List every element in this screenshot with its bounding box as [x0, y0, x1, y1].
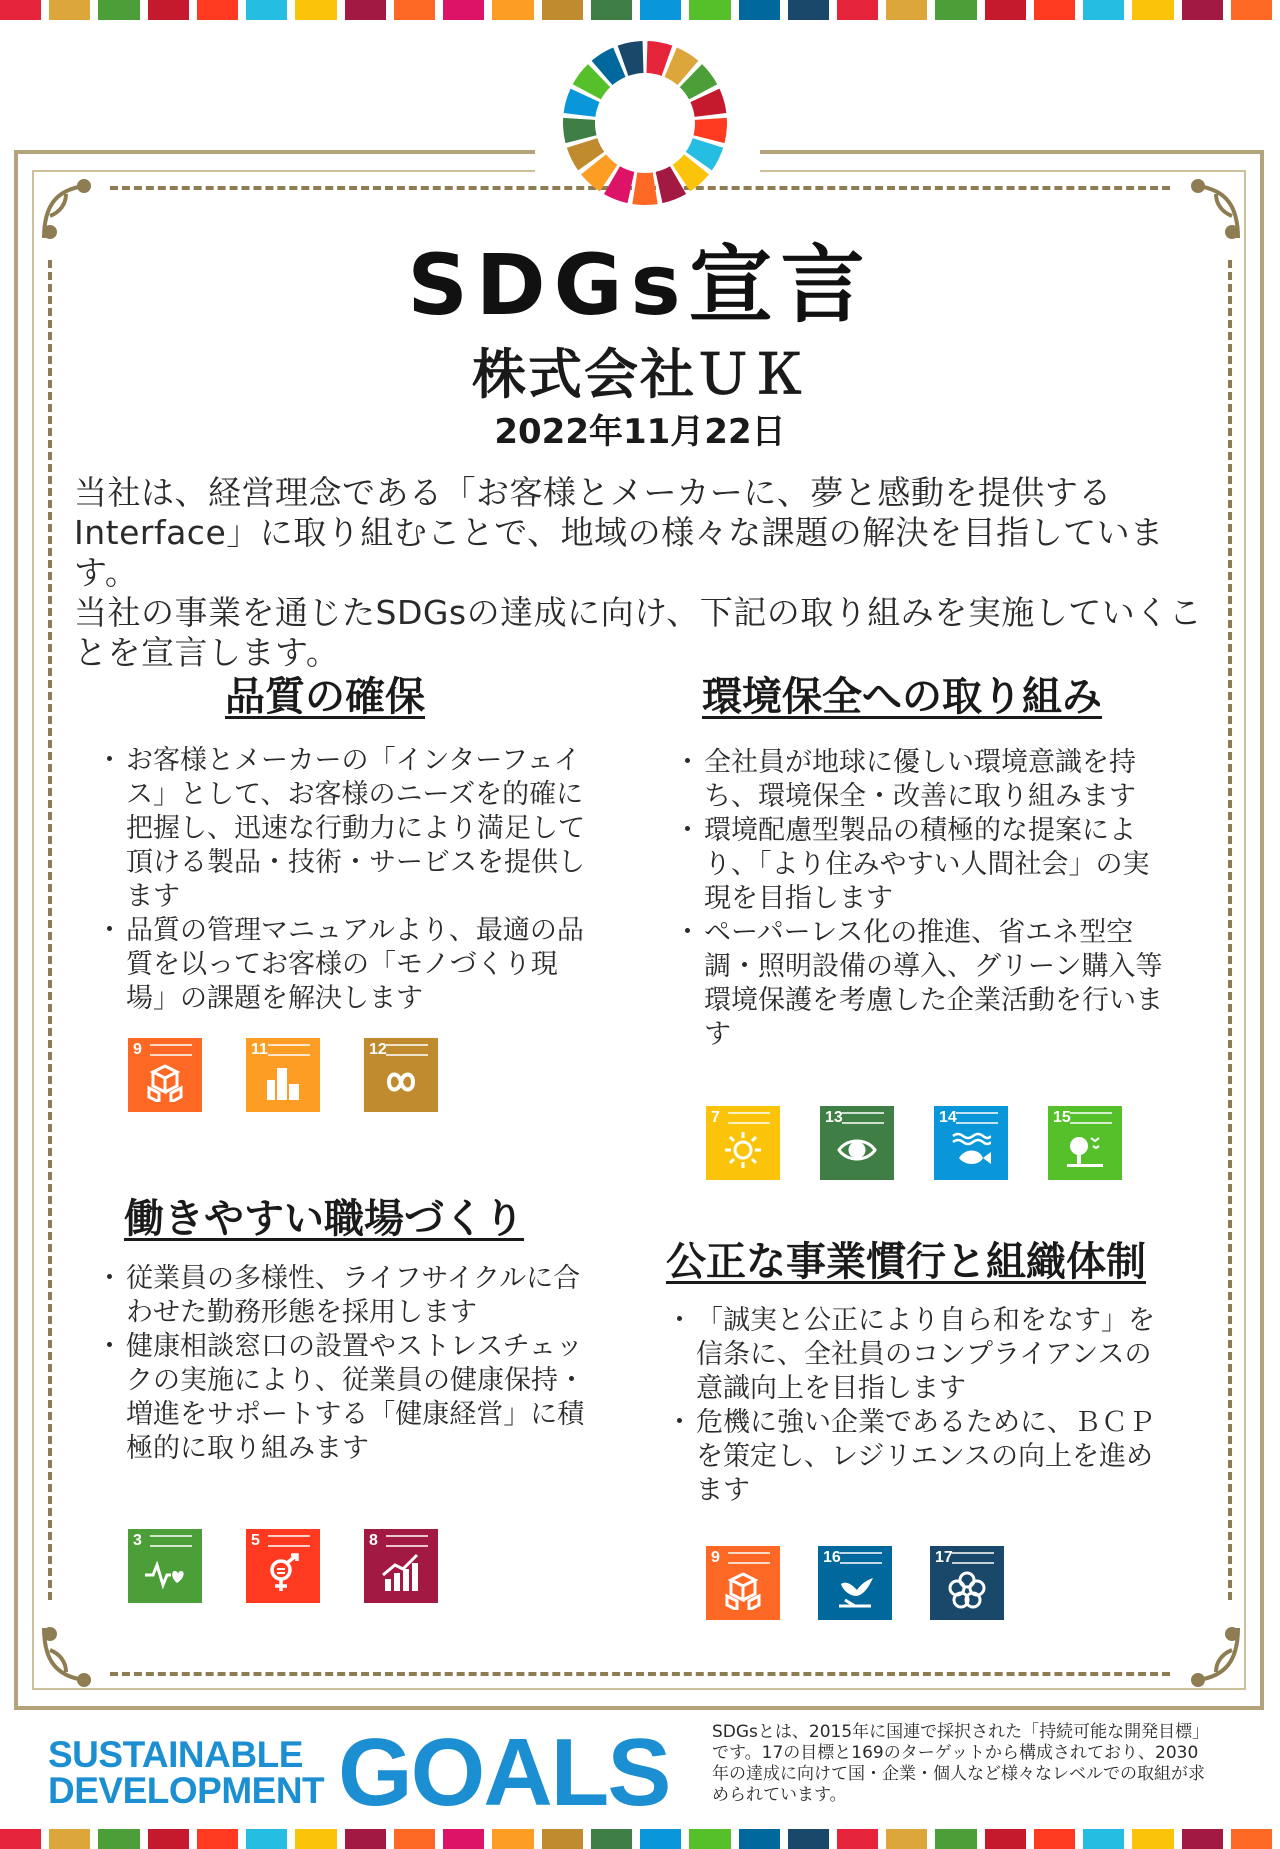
goal-number: 11: [251, 1041, 268, 1058]
stripe-segment: [739, 0, 780, 20]
goal-caption-lines: [150, 1535, 192, 1547]
sdg-goal-3-heartbeat-icon: [128, 1529, 202, 1603]
intro-paragraph: [74, 473, 1224, 673]
section-environment: [702, 665, 1102, 722]
stripe-segment: [1231, 1829, 1272, 1849]
stripe-segment: [148, 0, 189, 20]
sdg-goal-13-eye-globe-icon: [820, 1106, 894, 1180]
city-buildings-icon: [263, 1062, 303, 1102]
sun-power-icon: [723, 1130, 763, 1170]
stripe-segment: [689, 1829, 730, 1849]
stripe-segment: [985, 1829, 1026, 1849]
stripe-segment: [1231, 0, 1272, 20]
partnership-ring-icon: [947, 1570, 987, 1610]
stripe-segment: [689, 0, 730, 20]
logo-word-sustainable: SUSTAINABLE: [48, 1734, 303, 1775]
stripe-segment: [98, 1829, 139, 1849]
goal-number: 12: [369, 1041, 387, 1058]
fair-practices-goal-icons: [706, 1546, 1004, 1620]
stripe-segment: [443, 0, 484, 20]
growth-chart-icon: [381, 1553, 421, 1593]
goal-caption-lines: [268, 1535, 310, 1547]
stripe-segment: [443, 1829, 484, 1849]
stripe-segment: [492, 1829, 533, 1849]
goal-caption-lines: [1070, 1112, 1112, 1124]
frame-right-border: [1228, 260, 1232, 1600]
stripe-segment: [739, 1829, 780, 1849]
stripe-segment: [148, 1829, 189, 1849]
fair-practices-bullets: [672, 1304, 1162, 1508]
list-item: ・ 従業員の多様性、ライフサイクルに合わせた勤務形態を採用します: [102, 1262, 592, 1330]
stripe-segment: [197, 1829, 238, 1849]
goal-number: 9: [711, 1549, 720, 1566]
stripe-segment: [886, 0, 927, 20]
environment-goal-icons: [706, 1106, 1122, 1180]
list-item: ・ 全社員が地球に優しい環境意識を持ち、環境保全・改善に取り組みます: [680, 746, 1170, 814]
goal-caption-lines: [840, 1552, 882, 1564]
section-quality: [225, 665, 425, 722]
stripe-segment: [1083, 1829, 1124, 1849]
sdg-goal-9-industry-cubes-icon: [706, 1546, 780, 1620]
section-title: 公正な事業慣行と組織体制: [666, 1239, 1146, 1285]
workplace-goal-icons: [128, 1529, 438, 1603]
stripe-segment: [837, 0, 878, 20]
section-fair-practices: [666, 1230, 1146, 1287]
bottom-color-stripe: [0, 1829, 1280, 1849]
section-title: 品質の確保: [225, 674, 425, 720]
stripe-segment: [837, 1829, 878, 1849]
ornament-bottom-left-icon: [36, 1620, 106, 1690]
stripe-segment: [542, 0, 583, 20]
industry-cubes-icon: [723, 1570, 763, 1610]
sdg-goal-15-tree-birds-icon: [1048, 1106, 1122, 1180]
wheel-segment: [563, 118, 597, 143]
list-item: ・ お客様とメーカーの「インターフェイス」として、お客様のニーズを的確に把握し、迅速な行動力により満足して頂ける製品・技術・サービスを提供します: [102, 744, 592, 914]
goal-caption-lines: [956, 1112, 998, 1124]
goal-number: 17: [935, 1549, 953, 1566]
list-item: ・ 健康相談窓口の設置やストレスチェックの実施により、従業員の健康保持・増進をサポートする「健康経営」に積極的に取り組みます: [102, 1330, 592, 1466]
sdg-goal-7-sun-power-icon: [706, 1106, 780, 1180]
stripe-segment: [1034, 1829, 1075, 1849]
frame-left-border: [48, 260, 52, 1600]
goal-caption-lines: [268, 1044, 310, 1056]
section-workplace: [124, 1187, 524, 1244]
stripe-segment: [295, 0, 336, 20]
stripe-segment: [394, 1829, 435, 1849]
stripe-segment: [345, 0, 386, 20]
wheel-segment: [632, 172, 657, 205]
industry-cubes-icon: [145, 1062, 185, 1102]
sdg-goal-14-fish-waves-icon: [934, 1106, 1008, 1180]
stripe-segment: [1182, 0, 1223, 20]
sdg-goal-17-partnership-ring-icon: [930, 1546, 1004, 1620]
stripe-segment: [98, 0, 139, 20]
list-item: ・ ペーパーレス化の推進、省エネ型空調・照明設備の導入、グリーン購入等環境保護を考慮した企業活動を行います: [680, 916, 1170, 1052]
stripe-segment: [640, 0, 681, 20]
goal-number: 9: [133, 1041, 142, 1058]
goal-number: 14: [939, 1109, 957, 1126]
goal-number: 3: [133, 1532, 142, 1549]
section-title: 働きやすい職場づくり: [124, 1196, 524, 1242]
goal-number: 15: [1053, 1109, 1071, 1126]
goal-caption-lines: [842, 1112, 884, 1124]
sdg-goal-16-dove-gavel-icon: [818, 1546, 892, 1620]
stripe-segment: [1132, 1829, 1173, 1849]
fish-waves-icon: [951, 1130, 991, 1170]
sdg-wheel-icon: [560, 38, 730, 208]
heartbeat-icon: [145, 1553, 185, 1593]
stripe-segment: [788, 1829, 829, 1849]
goal-number: 8: [369, 1532, 378, 1549]
stripe-segment: [197, 0, 238, 20]
logo-word-goals: GOALS: [338, 1719, 670, 1826]
stripe-segment: [935, 0, 976, 20]
quality-goal-icons: [128, 1038, 438, 1112]
stripe-segment: [49, 0, 90, 20]
stripe-segment: [542, 1829, 583, 1849]
goal-number: 16: [823, 1549, 841, 1566]
list-item: ・ 危機に強い企業であるために、ＢＣＰを策定し、レジリエンスの向上を進めます: [672, 1406, 1162, 1508]
goal-caption-lines: [952, 1552, 994, 1564]
page-title: SDGs宣言: [407, 236, 873, 334]
declaration-date: 2022年11月22日: [494, 412, 786, 452]
goal-caption-lines: [386, 1044, 428, 1056]
stripe-segment: [246, 1829, 287, 1849]
workplace-bullets: [102, 1262, 592, 1466]
company-name: 株式会社ＵＫ: [472, 343, 808, 406]
sdg-goal-12-infinity-icon: [364, 1038, 438, 1112]
gender-equality-icon: [263, 1553, 303, 1593]
stripe-segment: [1034, 0, 1075, 20]
goal-number: 13: [825, 1109, 843, 1126]
intro-line: 当社の事業を通じたSDGsの達成に向け、下記の取り組みを実施していくこ: [74, 593, 1203, 632]
environment-bullets: [680, 746, 1170, 1052]
goal-caption-lines: [150, 1044, 192, 1056]
stripe-segment: [935, 1829, 976, 1849]
quality-bullets: [102, 744, 592, 1016]
section-title: 環境保全への取り組み: [702, 674, 1102, 720]
intro-line: とを宣言します。: [74, 633, 340, 672]
dove-gavel-icon: [835, 1570, 875, 1610]
stripe-segment: [591, 0, 632, 20]
eye-globe-icon: [837, 1130, 877, 1170]
tree-birds-icon: [1065, 1130, 1105, 1170]
infinity-icon: [381, 1062, 421, 1102]
list-item: ・ 品質の管理マニュアルより、最適の品質を以ってお客様の「モノづくり現場」の課題を解決します: [102, 914, 592, 1016]
list-item: ・ 環境配慮型製品の積極的な提案により、「より住みやすい人間社会」の実現を目指します: [680, 814, 1170, 916]
frame-bottom-border: [110, 1672, 1170, 1676]
stripe-segment: [886, 1829, 927, 1849]
sdg-goal-8-growth-chart-icon: [364, 1529, 438, 1603]
logo-word-development: DEVELOPMENT: [48, 1770, 325, 1811]
ornament-bottom-right-icon: [1176, 1620, 1246, 1690]
stripe-segment: [985, 0, 1026, 20]
stripe-segment: [788, 0, 829, 20]
wheel-segment: [693, 118, 727, 143]
stripe-segment: [295, 1829, 336, 1849]
intro-line: Interface」に取り組むことで、地域の様々な課題の解決を目指しています。: [74, 513, 1164, 592]
stripe-segment: [49, 1829, 90, 1849]
goal-number: 7: [711, 1109, 720, 1126]
list-item: ・ 「誠実と公正により自ら和をなす」を信条に、全社員のコンプライアンスの意識向上を目指します: [672, 1304, 1162, 1406]
goal-caption-lines: [728, 1112, 770, 1124]
stripe-segment: [246, 0, 287, 20]
goal-number: 5: [251, 1532, 260, 1549]
stripe-segment: [345, 1829, 386, 1849]
goal-caption-lines: [728, 1552, 770, 1564]
sdg-goal-9-industry-cubes-icon: [128, 1038, 202, 1112]
stripe-segment: [640, 1829, 681, 1849]
sdgs-explanation: SDGsとは、2015年に国連で採択された「持続可能な開発目標」です。17の目標と169のターゲットから構成されており、2030年の達成に向けて国・企業・個人など様々なレベルでの取組が求められています。: [712, 1722, 1210, 1805]
goal-caption-lines: [386, 1535, 428, 1547]
intro-line: 当社は、経営理念である「お客様とメーカーに、夢と感動を提供する: [74, 473, 1112, 512]
sdgs-footer-logo: [48, 1719, 678, 1826]
stripe-segment: [394, 0, 435, 20]
sdg-goal-11-city-buildings-icon: [246, 1038, 320, 1112]
top-color-stripe: [0, 0, 1280, 20]
stripe-segment: [1182, 1829, 1223, 1849]
stripe-segment: [591, 1829, 632, 1849]
stripe-segment: [1132, 0, 1173, 20]
stripe-segment: [0, 1829, 41, 1849]
stripe-segment: [0, 0, 41, 20]
stripe-segment: [492, 0, 533, 20]
sdg-goal-5-gender-equality-icon: [246, 1529, 320, 1603]
stripe-segment: [1083, 0, 1124, 20]
